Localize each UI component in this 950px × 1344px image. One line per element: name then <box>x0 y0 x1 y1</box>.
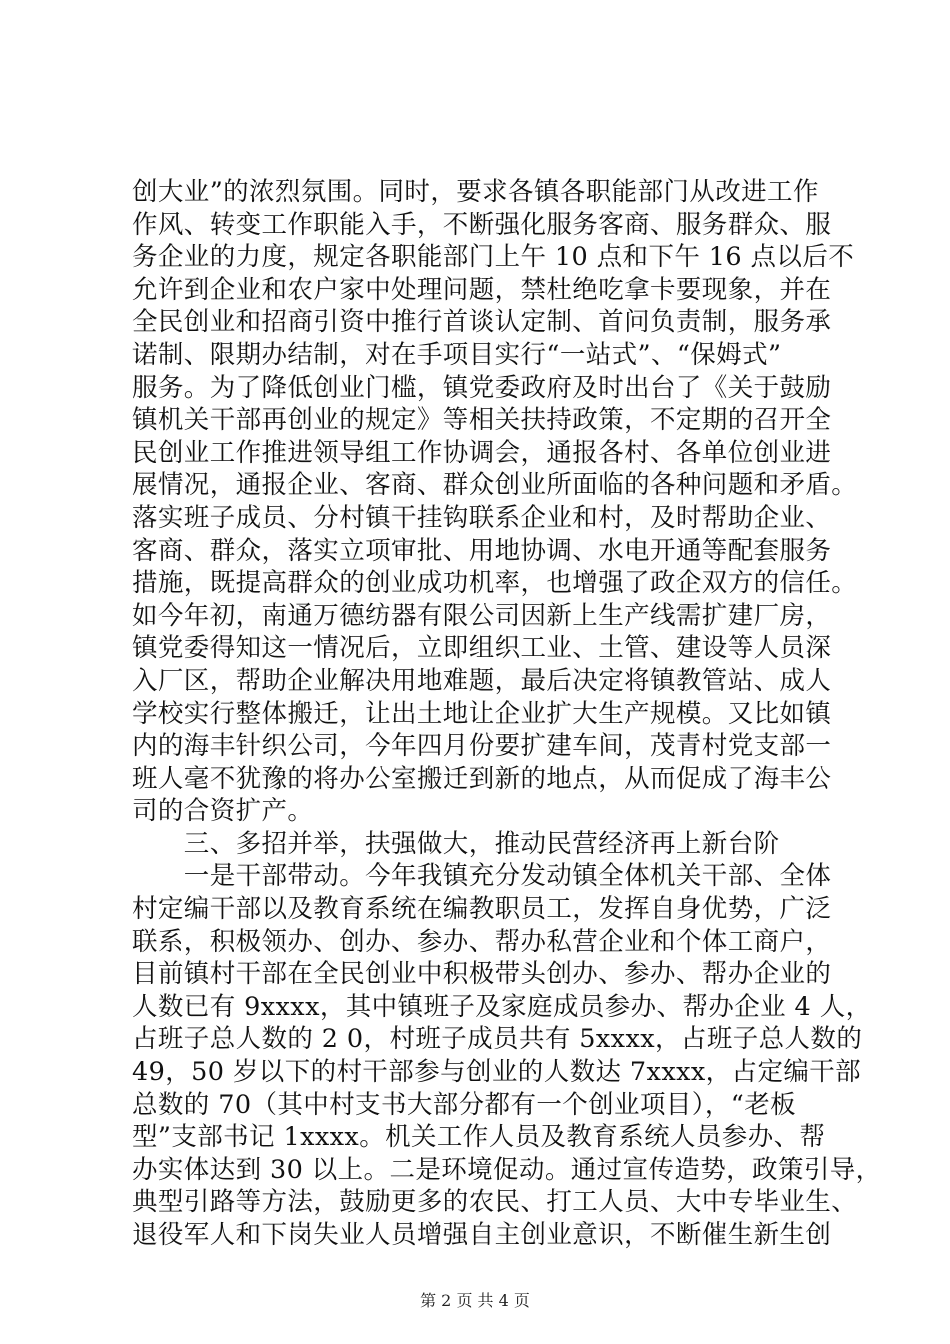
text-line: 目前镇村干部在全民创业中积极带头创办、参办、帮办企业的 <box>132 959 832 990</box>
text-line: 创大业”的浓烈氛围。同时，要求各镇各职能部门从改进工作 <box>132 177 819 207</box>
text-line: 全民创业和招商引资中推行首谈认定制、首问负责制，服务承 <box>132 307 832 338</box>
text-line: 占班子总人数的 2 0，村班子成员共有 5xxxx，占班子总人数的 <box>132 1024 863 1055</box>
page-footer: 第 2 页 共 4 页 <box>420 1291 530 1310</box>
text-line: 落实班子成员、分村镇干挂钩联系企业和村，及时帮助企业、 <box>132 502 832 533</box>
section-heading: 三、多招并举，扶强做大，推动民营经济再上新台阶 <box>132 828 780 859</box>
text-line: 客商、群众，落实立项审批、用地协调、水电开通等配套服务 <box>132 535 832 566</box>
text-line: 入厂区，帮助企业解决用地难题，最后决定将镇教管站、成人 <box>132 665 832 696</box>
text-line: 退役军人和下岗失业人员增强自主创业意识，不断催生新生创 <box>132 1220 832 1250</box>
text-line: 如今年初，南通万德纺器有限公司因新上生产线需扩建厂房， <box>132 600 832 631</box>
text-line: 班人毫不犹豫的将办公室搬迁到新的地点，从而促成了海丰公 <box>132 763 832 794</box>
text-line: 司的合资扩产。 <box>132 796 314 827</box>
text-line: 村定编干部以及教育系统在编教职员工，发挥自身优势，广泛 <box>132 894 832 925</box>
text-line: 内的海丰针织公司，今年四月份要扩建车间，茂青村党支部一 <box>132 731 832 762</box>
text-line: 典型引路等方法，鼓励更多的农民、打工人员、大中专毕业生、 <box>132 1187 858 1218</box>
text-line: 型”支部书记 1xxxx。机关工作人员及教育系统人员参办、帮 <box>132 1122 826 1153</box>
text-line: 人数已有 9xxxx，其中镇班子及家庭成员参办、帮办企业 4 人， <box>132 991 872 1022</box>
text-line: 作风、转变工作职能入手，不断强化服务客商、服务群众、服 <box>132 209 832 240</box>
text-line: 49，50 岁以下的村干部参与创业的人数达 7xxxx，占定编干部 <box>132 1057 862 1088</box>
text-line: 联系，积极领办、创办、参办、帮办私营企业和个体工商户， <box>132 926 832 957</box>
text-line: 镇党委得知这一情况后，立即组织工业、土管、建设等人员深 <box>132 633 832 664</box>
text-line: 诺制、限期办结制，对在手项目实行“一站式”、“保姆式” <box>132 339 782 370</box>
text-line: 允许到企业和农户家中处理问题，禁杜绝吃拿卡要现象，并在 <box>132 274 832 305</box>
text-line: 办实体达到 30 以上。二是环境促动。通过宣传造势，政策引导， <box>132 1154 882 1185</box>
text-line: 镇机关干部再创业的规定》等相关扶持政策，不定期的召开全 <box>132 405 832 436</box>
text-line: 服务。为了降低创业门槛，镇党委政府及时出台了《关于鼓励 <box>132 372 832 403</box>
text-line: 措施，既提高群众的创业成功机率，也增强了政企双方的信任。 <box>132 568 858 599</box>
text-line: 总数的 70（其中村支书大部分都有一个创业项目），“老板 <box>132 1089 797 1120</box>
text-line: 一是干部带动。今年我镇充分发动镇全体机关干部、全体 <box>132 861 832 892</box>
text-line: 展情况，通报企业、客商、群众创业所面临的各种问题和矛盾。 <box>132 470 858 501</box>
text-line: 务企业的力度，规定各职能部门上午 10 点和下午 16 点以后不 <box>132 242 855 273</box>
body-text <box>132 176 882 1252</box>
text-line: 民创业工作推进领导组工作协调会，通报各村、各单位创业进 <box>132 437 832 468</box>
text-line: 学校实行整体搬迁，让出土地让企业扩大生产规模。又比如镇 <box>132 698 832 729</box>
